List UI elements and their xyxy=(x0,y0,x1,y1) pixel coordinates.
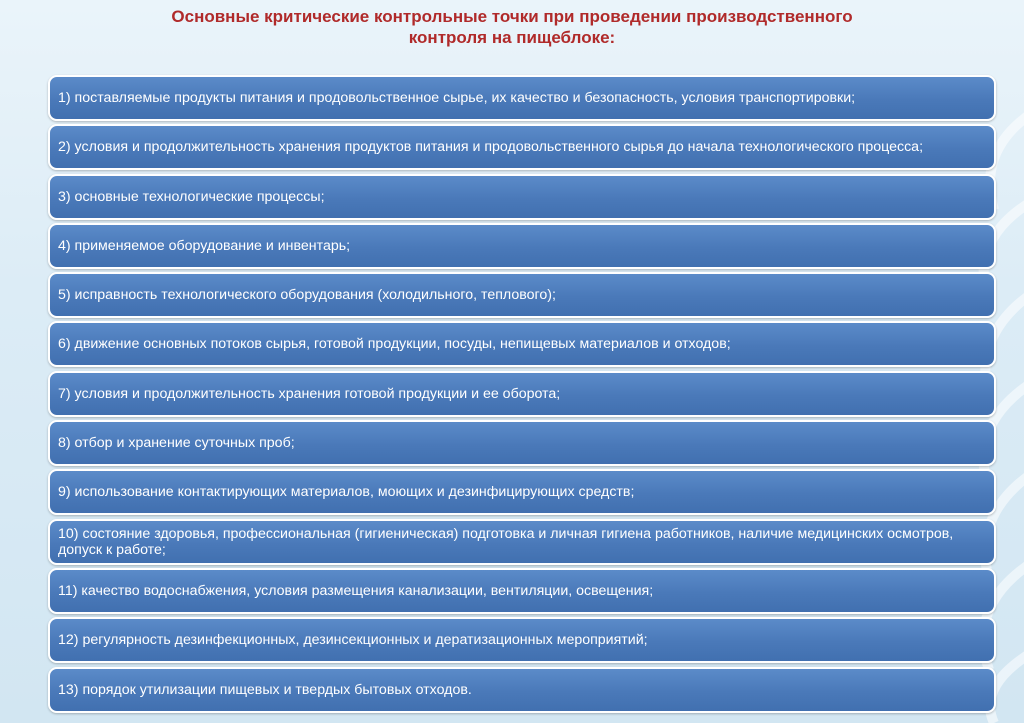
list-item xyxy=(48,667,996,713)
page-title xyxy=(80,6,944,48)
list-item xyxy=(48,321,996,367)
page-title-line-2: контроля на пищеблоке: xyxy=(408,28,616,47)
list-item-text: 9) использование контактирующих материалов, моющих и дезинфицирующих средств; xyxy=(58,484,635,501)
list-item xyxy=(48,223,996,269)
list-item xyxy=(48,519,996,565)
list-item-text: 2) условия и продолжительность хранения продуктов питания и продовольственного сырья до начала технологического процесса; xyxy=(58,139,924,156)
page-title-line-1: Основные критические контрольные точки при проведении производственного xyxy=(171,7,853,26)
list-item xyxy=(48,469,996,515)
list-item-text: 1) поставляемые продукты питания и продовольственное сырье, их качество и безопасность, условия транспортировки; xyxy=(58,90,856,106)
list-item-text: 10) состояние здоровья, профессиональная (гигиеническая) подготовка и личная гигиена работников, наличие медицинских осмотров, допуск к работе; xyxy=(58,525,954,558)
list-item-text: 13) порядок утилизации пищевых и твердых бытовых отходов. xyxy=(58,681,472,698)
list-item-text: 8) отбор и хранение суточных проб; xyxy=(58,435,295,452)
list-item xyxy=(48,568,996,614)
list-item xyxy=(48,75,996,121)
list-item-text: 5) исправность технологического оборудования (холодильного, теплового); xyxy=(58,287,556,304)
list-item xyxy=(48,174,996,220)
list-item-text: 3) основные технологические процессы; xyxy=(58,188,325,205)
list-item xyxy=(48,617,996,663)
list-item xyxy=(48,420,996,466)
control-points-list xyxy=(48,75,996,716)
list-item xyxy=(48,272,996,318)
list-item xyxy=(48,124,996,170)
list-item-text: 11) качество водоснабжения, условия размещения канализации, вентиляции, освещения; xyxy=(58,582,654,599)
list-item-text: 7) условия и продолжительность хранения готовой продукции и ее оборота; xyxy=(58,385,561,402)
list-item-text: 12) регулярность дезинфекционных, дезинсекционных и дератизационных мероприятий; xyxy=(58,632,648,649)
list-item-text: 4) применяемое оборудование и инвентарь; xyxy=(58,237,351,254)
list-item xyxy=(48,371,996,417)
list-item-text: 6) движение основных потоков сырья, готовой продукции, посуды, непищевых материалов и отходов; xyxy=(58,336,731,353)
